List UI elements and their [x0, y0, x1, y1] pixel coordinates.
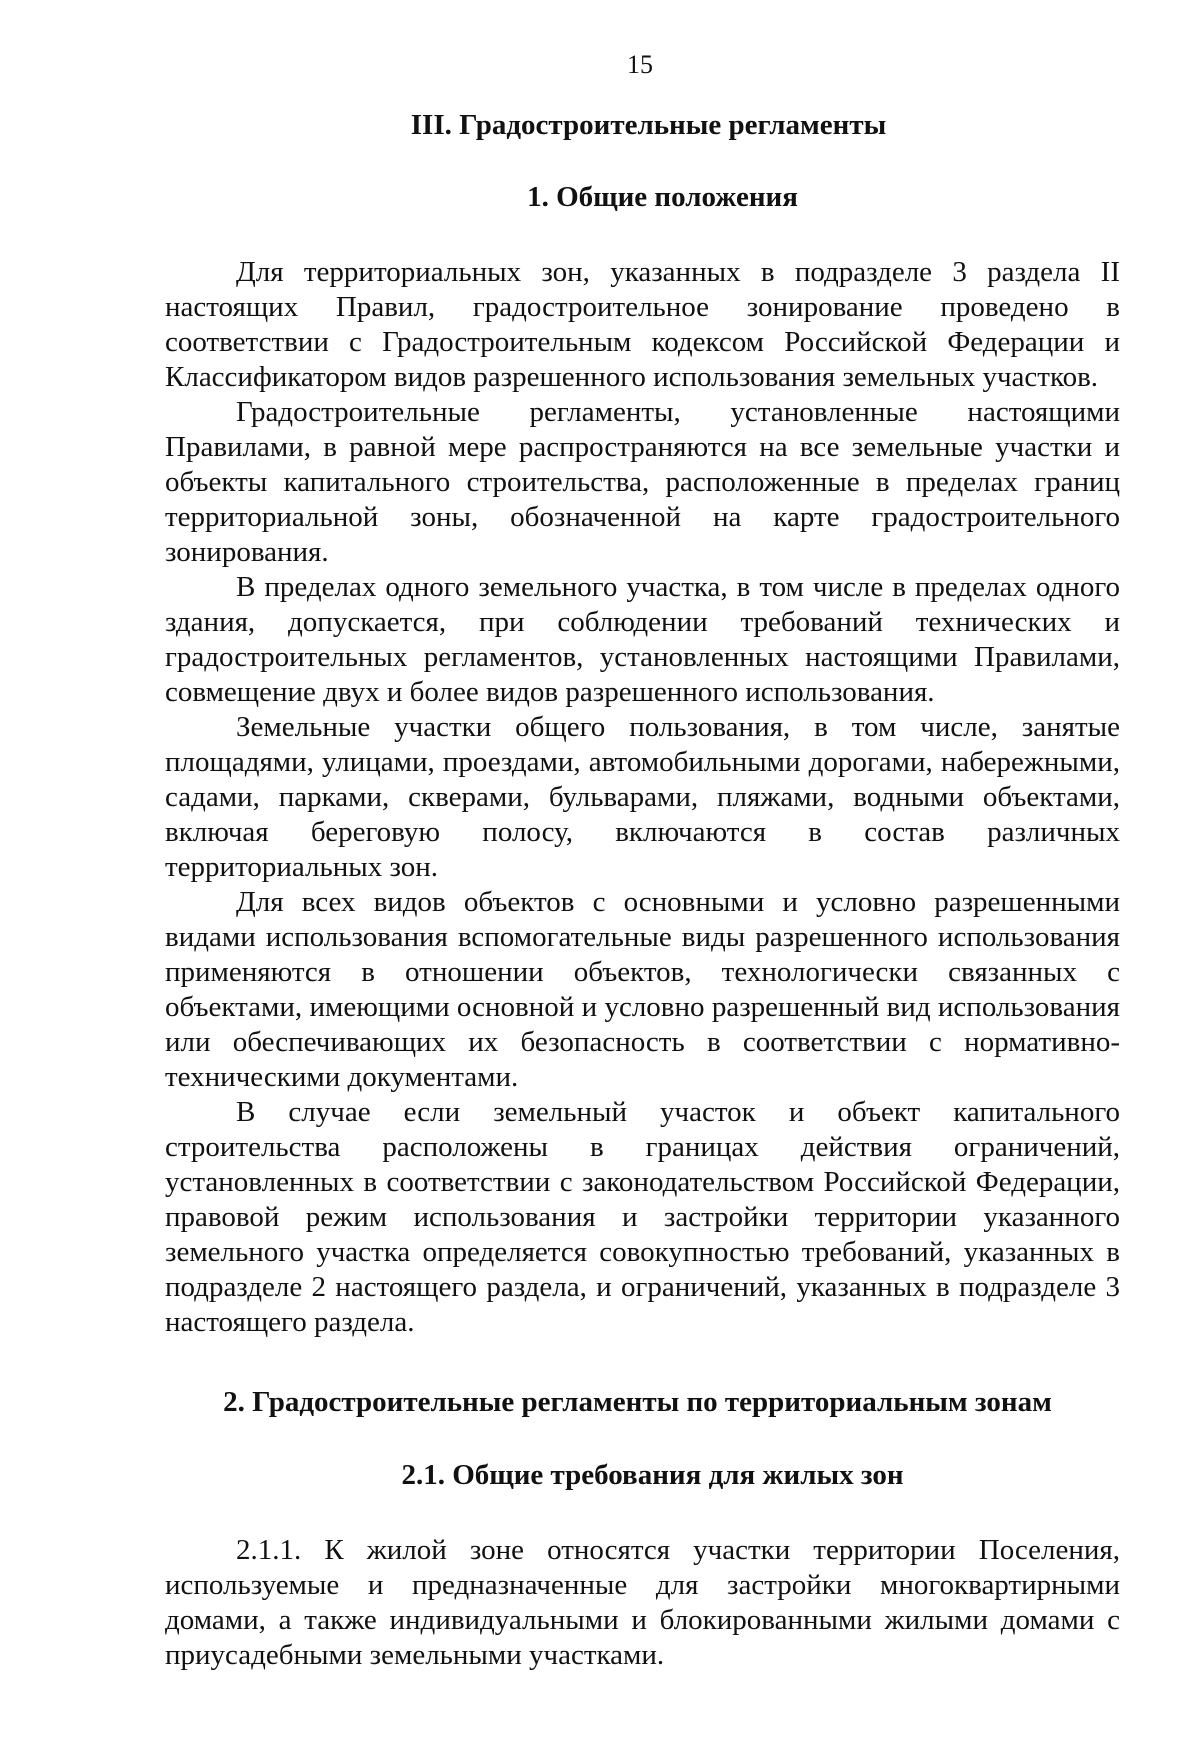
paragraph-auxiliary-use: Для всех видов объектов с основными и условно разрешенными видами использования вспомогательные виды разрешенного использования применяются в отношении объектов, технологически связанных с объектами, имеющими основной и условно разрешенный вид использования или обеспечивающих их безопасность в соответствии с нормативно-техническими документами.: [165, 886, 1120, 1093]
paragraph-zoning: Для территориальных зон, указанных в подразделе 3 раздела II настоящих Правил, градостроительное зонирование проведено в соответствии с Градостроительным кодексом Российской Федерации и Классификатором видов разрешенного использования земельных участков.: [165, 256, 1120, 393]
section-heading-zones: 2. Градостроительные регламенты по территориальным зонам: [223, 1386, 1052, 1418]
paragraph-combined-use: В пределах одного земельного участка, в том числе в пределах одного здания, допускается, при соблюдении требований технических и градостроительных регламентов, установленных настоящими Правилами, совмещение двух и более видов разрешенного использования.: [165, 571, 1120, 708]
paragraph-regulations-scope: Градостроительные регламенты, установленные настоящими Правилами, в равной мере распространяются на все земельные участки и объекты капитального строительства, расположенные в пределах границ территориальной зоны, обозначенной на карте градостроительного зонирования.: [165, 396, 1120, 568]
paragraph-public-land: Земельные участки общего пользования, в том числе, занятые площадями, улицами, проездами, автомобильными дорогами, набережными, садами, парками, скверами, бульварами, пляжами, водными объектами, включая береговую полосу, включаются в состав различных территориальных зон.: [165, 711, 1120, 883]
paragraph-restrictions: В случае если земельный участок и объект капитального строительства расположены в границах действия ограничений, установленных в соответствии с законодательством Российской Федерации, правовой режим использования и застройки территории указанного земельного участка определяется совокупностью требований, указанных в подразделе 2 настоящего раздела, и ограничений, указанных в подразделе 3 настоящего раздела.: [165, 1096, 1120, 1338]
page-number: 15: [627, 50, 653, 79]
paragraph-residential-clause: 2.1.1. К жилой зоне относятся участки территории Поселения, используемые и предназначенные для застройки многоквартирными домами, а также индивидуальными и блокированными жилыми домами с приусадебными земельными участками.: [165, 1534, 1120, 1671]
subsection-heading-general: 1. Общие положения: [527, 181, 798, 213]
section-heading-main: III. Градостроительные регламенты: [410, 109, 887, 141]
document-body: [165, 108, 1120, 1673]
subsection-heading-residential: 2.1. Общие требования для жилых зон: [401, 1459, 904, 1491]
